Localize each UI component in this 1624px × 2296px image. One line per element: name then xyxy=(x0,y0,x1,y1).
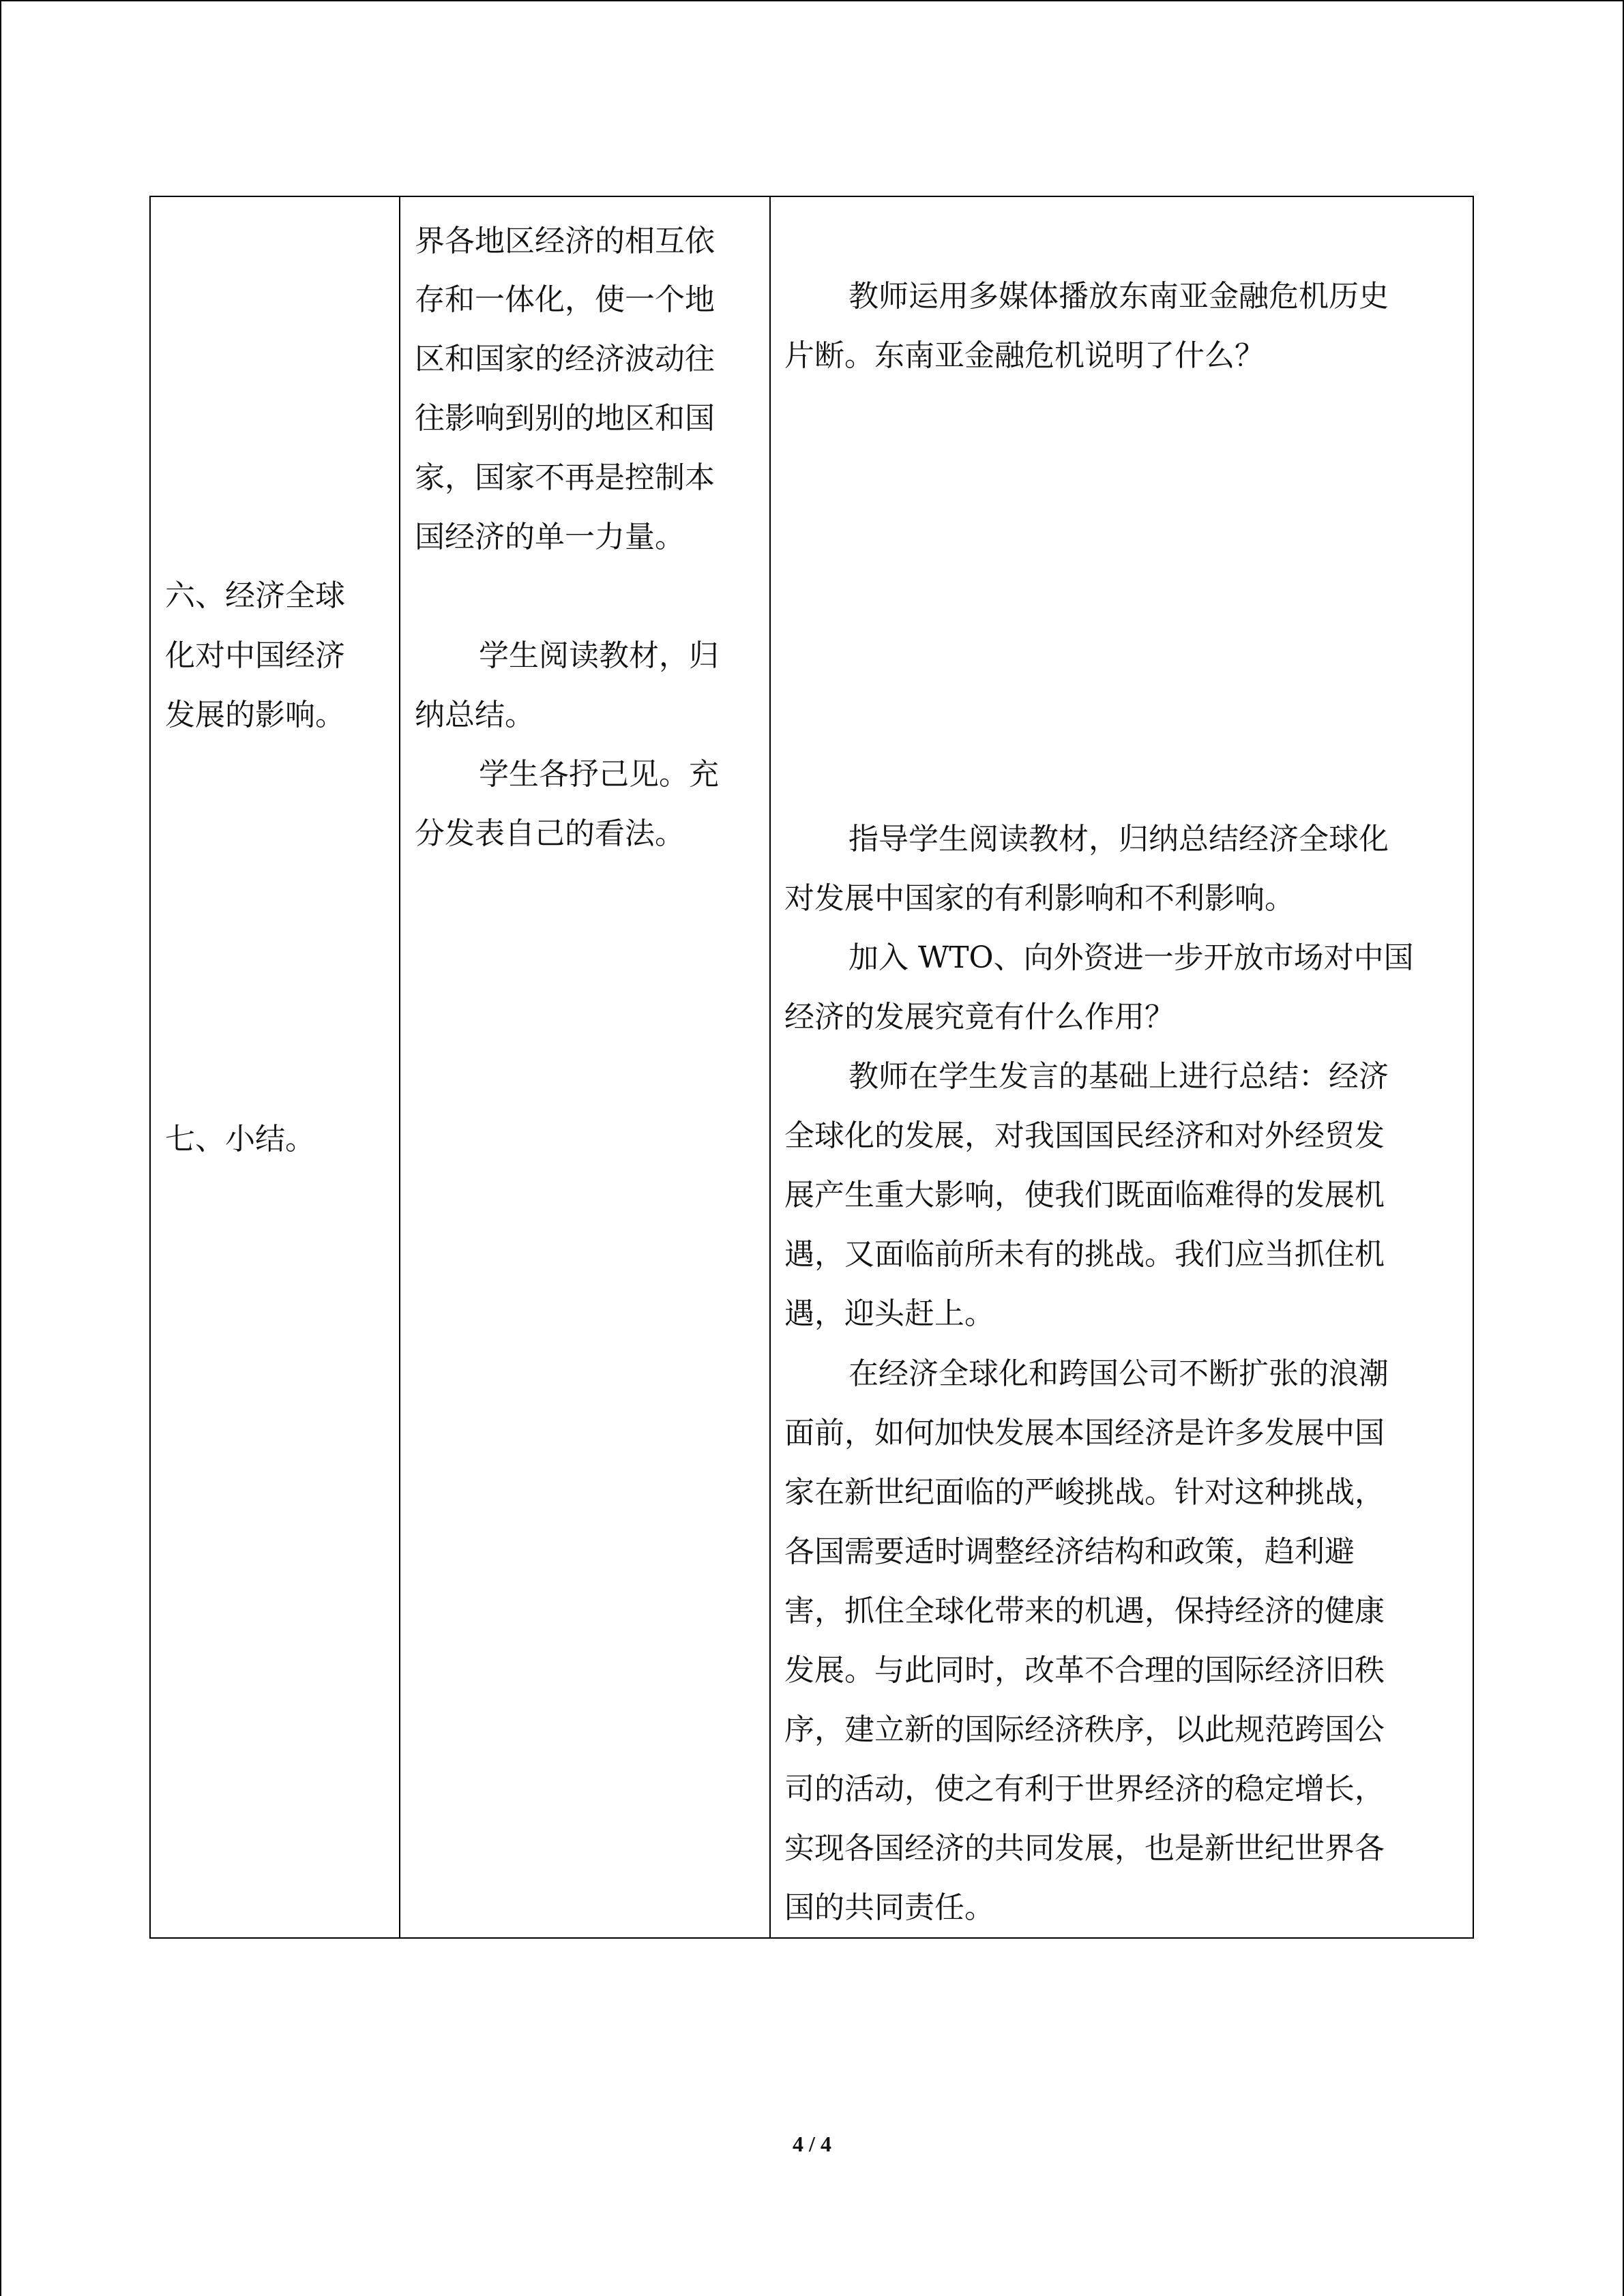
col3-line: 国的共同责任。 xyxy=(784,1890,994,1925)
col1-line: 发展的影响。 xyxy=(165,698,345,732)
col3-line: 序，建立新的国际经济秩序，以此规范跨国公 xyxy=(784,1712,1385,1747)
col3-line: 全球化的发展，对我国国民经济和对外经贸发 xyxy=(784,1118,1385,1153)
col3-line: 对发展中国家的有利影响和不利影响。 xyxy=(784,881,1295,916)
col2-line: 学生阅读教材，归 xyxy=(479,638,719,673)
col3-line: 教师运用多媒体播放东南亚金融危机历史 xyxy=(848,279,1389,314)
column-divider xyxy=(769,197,771,1937)
col1-line: 七、小结。 xyxy=(165,1122,315,1157)
page-number: 4 / 4 xyxy=(793,2132,831,2156)
col2-line: 往影响到别的地区和国 xyxy=(415,401,715,436)
col1-line: 化对中国经济 xyxy=(165,638,345,673)
col3-line: 教师在学生发言的基础上进行总结：经济 xyxy=(848,1059,1389,1094)
col3-line: 展产生重大影响，使我们既面临难得的发展机 xyxy=(784,1178,1385,1212)
col3-line: 发展。与此同时，改革不合理的国际经济旧秩 xyxy=(784,1653,1385,1688)
col3-line: 遇，又面临前所未有的挑战。我们应当抓住机 xyxy=(784,1237,1385,1272)
col3-line: 面前，如何加快发展本国经济是许多发展中国 xyxy=(784,1416,1385,1450)
col3-line: 家在新世纪面临的严峻挑战。针对这种挑战， xyxy=(784,1475,1385,1510)
col2-line: 国经济的单一力量。 xyxy=(415,520,685,554)
col2-line: 区和国家的经济波动往 xyxy=(415,342,715,376)
col3-line: 实现各国经济的共同发展，也是新世纪世界各 xyxy=(784,1831,1385,1866)
col3-line: 司的活动，使之有利于世界经济的稳定增长， xyxy=(784,1772,1385,1806)
col3-line: 害，抓住全球化带来的机遇，保持经济的健康 xyxy=(784,1594,1385,1628)
col3-line: 经济的发展究竟有什么作用？ xyxy=(784,1000,1175,1034)
col2-line: 纳总结。 xyxy=(415,698,535,732)
col2-line: 家，国家不再是控制本 xyxy=(415,460,715,495)
col1-line: 六、经济全球 xyxy=(165,578,345,613)
col3-line: 各国需要适时调整经济结构和政策，趋利避 xyxy=(784,1534,1355,1569)
col3-line: 在经济全球化和跨国公司不断扩张的浪潮 xyxy=(848,1356,1389,1391)
col2-line: 分发表自己的看法。 xyxy=(415,816,685,851)
col3-line: 指导学生阅读教材，归纳总结经济全球化 xyxy=(848,822,1389,856)
col3-line: 遇，迎头赶上。 xyxy=(784,1296,994,1331)
col3-line: 片断。东南亚金融危机说明了什么？ xyxy=(784,338,1265,373)
column-divider xyxy=(399,197,400,1937)
col2-line: 界各地区经济的相互依 xyxy=(415,224,715,258)
col2-line: 学生各抒己见。充 xyxy=(479,757,719,792)
col3-line: 加入 WTO、向外资进一步开放市场对中国 xyxy=(848,940,1414,975)
col2-line: 存和一体化，使一个地 xyxy=(415,282,715,317)
